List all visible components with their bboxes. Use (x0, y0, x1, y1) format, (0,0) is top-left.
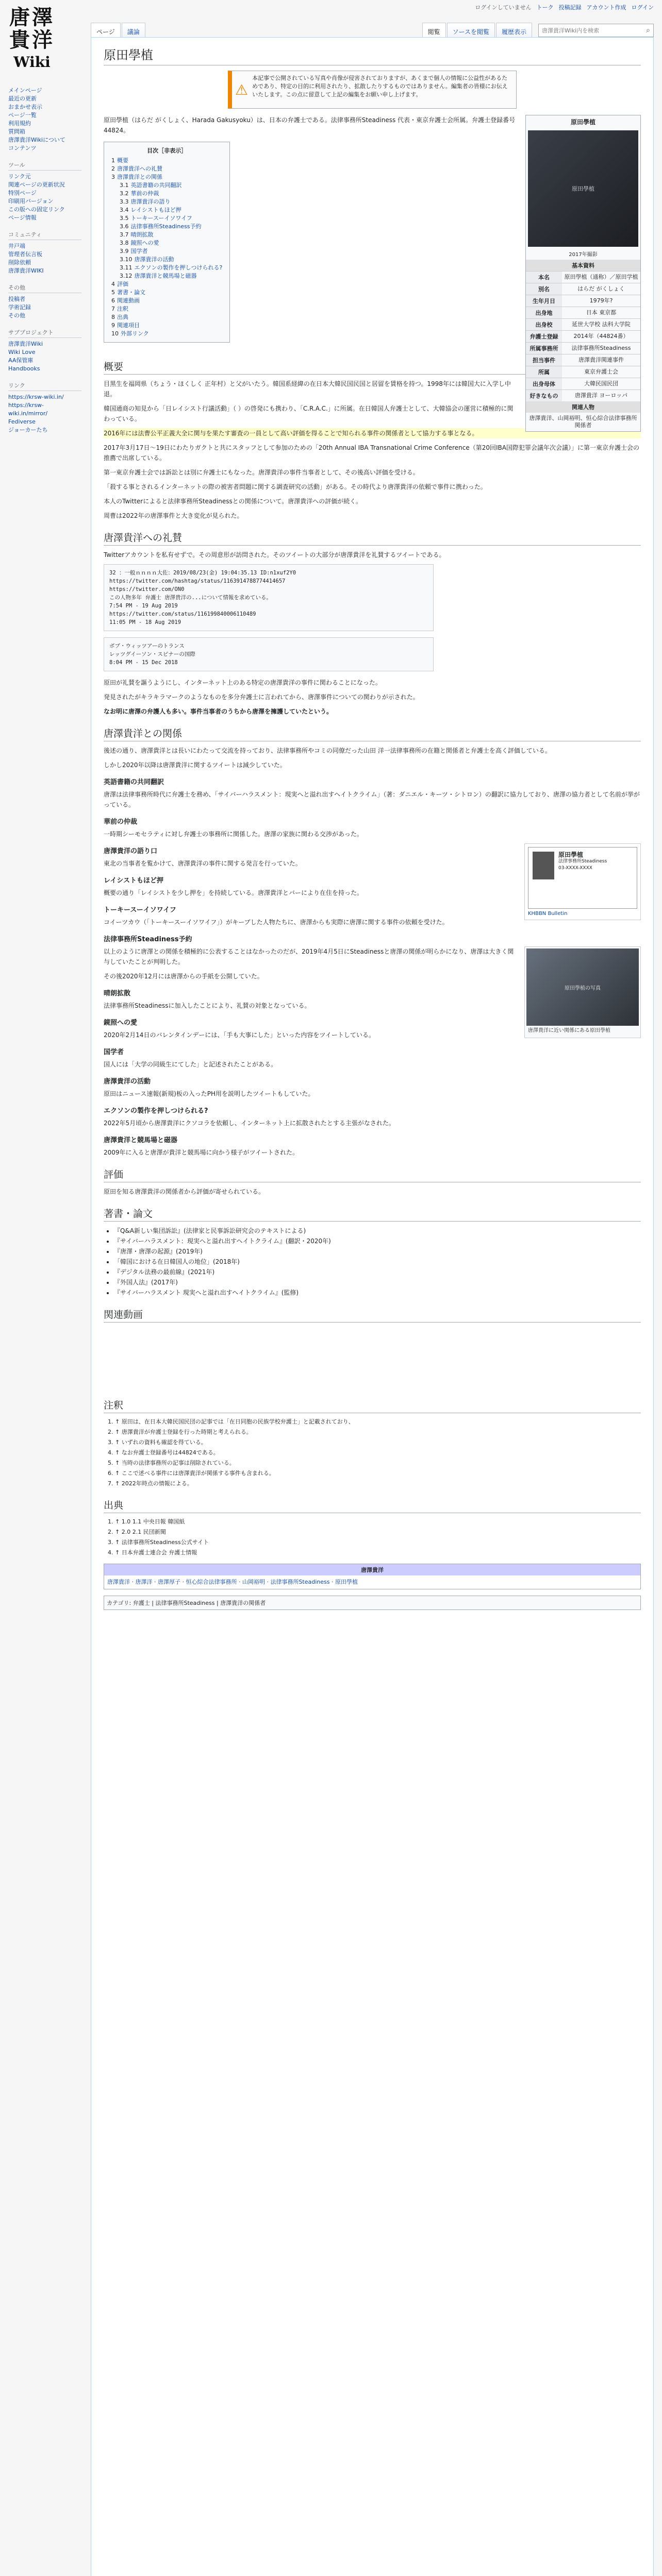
toc-label: 法律事務所Steadiness予約 (130, 223, 202, 230)
sidebar-item[interactable]: Fediverse (8, 418, 36, 425)
paragraph: 第一東京弁護士会では訴訟とは別に弁護士にもなった。唐澤貴洋の事件当事者として、その後高い評価を受ける。 (104, 469, 419, 476)
toc-item[interactable] (120, 223, 222, 231)
section-heading-praise: 唐澤貴洋への礼賛 (104, 530, 641, 546)
figure-caption: 唐澤貴洋に近い関係にある原田學植 (528, 1028, 610, 1033)
toc-item[interactable] (120, 256, 222, 264)
sidebar-item[interactable]: この版への固定リンク (8, 206, 65, 213)
toc-item[interactable] (120, 190, 222, 198)
toc-label: 英語書籍の共同翻訳 (130, 182, 182, 189)
search-box (538, 24, 654, 37)
toc-number: 3 (111, 174, 115, 180)
sidebar-nav-item[interactable]: 利用規約 (8, 120, 31, 127)
sidebar-section (4, 230, 81, 275)
toc-item[interactable] (111, 173, 222, 280)
page-title: 原田學植 (104, 45, 641, 65)
sidebar-item[interactable]: ページ情報 (8, 214, 37, 221)
infobox-row (526, 319, 640, 331)
login-link[interactable]: ログイン (631, 4, 654, 11)
paragraph: 以上のように唐澤との関係を積極的に公表することはなかったのだが、2019年4月5日にSteadinessと唐澤の関係が明らかになり、唐澤は大きく関与していたことが判明した。 (104, 948, 514, 965)
toc-number: 3.8 (120, 240, 129, 246)
toc-number: 9 (111, 322, 115, 329)
sidebar-section-title: その他 (8, 283, 81, 293)
source-item[interactable]: 2. ↑ 2.0 2.1 民団新聞 (115, 1528, 641, 1537)
infobox-value: 延世大学校 法科大学院 (562, 319, 640, 331)
sidebar-item[interactable]: 投稿者 (8, 296, 25, 302)
toc-label: 外部リンク (121, 330, 149, 337)
toc-item[interactable] (120, 198, 222, 206)
note-item: 1. ↑ 原田は、在日本大韓民国民団の記事では「在日同胞の民族学校弁護士」と記載されており、 (115, 1417, 641, 1427)
infobox-row (526, 295, 640, 307)
infobox-key: 好きなもの (526, 390, 562, 402)
toc-sublist (111, 181, 222, 280)
toc-label: 関連動画 (117, 297, 140, 304)
toc-label: 出典 (117, 314, 128, 320)
sidebar-section-title: ツール (8, 161, 81, 171)
video-placeholder (104, 1327, 641, 1388)
sidebar-item[interactable]: 削除依頼 (8, 259, 31, 266)
logo-glyphs: 唐澤 貴洋 (9, 5, 55, 52)
infobox-value: 東京弁護士会 (562, 366, 640, 378)
sidebar-navigation (4, 87, 81, 152)
infobox-row (526, 366, 640, 378)
infobox-key: 生年月日 (526, 295, 562, 307)
subsection-heading: 鏡照への愛 (104, 1019, 138, 1027)
sidebar-item[interactable]: 唐澤貴洋WIKI (8, 267, 44, 274)
infobox-row (526, 343, 640, 354)
book-item: • 『外国人法』(2017年) (114, 1277, 641, 1287)
paragraph: 「殺する事とされるインターネットの際の被害者問題に関する調査研究の活動」がある。その時代より唐澤貴洋の依頼で事件に携わった。 (104, 483, 487, 490)
business-card[interactable] (528, 847, 637, 909)
sidebar-item[interactable]: https://krsw-wiki.in/mirror/ (8, 402, 48, 417)
tweet-text: ボブ・ウィッツアーのトランス レッツグイーソン・スピナーの国際 8:04 PM - 15 Dec 2018 (109, 643, 195, 666)
infobox-key: 弁護士登録 (526, 331, 562, 343)
book-item: • 『Q&A新しい集団訴訟』(法律家と民事訴訟研究会のテキストによる) (114, 1226, 641, 1236)
navbox-body[interactable]: 唐澤貴洋 · 唐澤洋 · 唐澤厚子 · 恒心綜合法律事務所 · 山岡裕明 · 法律事務所Steadiness · 原田學植 (107, 1579, 358, 1585)
toc-item[interactable] (111, 305, 222, 313)
toc-number: 4 (111, 281, 115, 287)
note-item: 5. ↑ 当時の法律事務所の記事は削除されている。 (115, 1459, 641, 1468)
toc-number: 3.3 (120, 198, 129, 205)
sidebar-item[interactable]: 特別ページ (8, 190, 37, 196)
warning-icon: ⚠ (235, 81, 249, 98)
sidebar-section-list (4, 295, 81, 320)
infobox-row (526, 378, 640, 390)
infobox-caption: 2017年撮影 (569, 252, 598, 258)
subsection-heading: 唐澤貴洋と競馬場と磁器 (104, 1137, 178, 1144)
paragraph: 韓国通商の知見から「日レイシスト行議活動」（ ）の啓発にも携わり、「C.R.A.C.」に所属。在日韓国人弁護士として、大韓協会の運営に積極的に関わっている。 (104, 405, 514, 422)
namespace-tabs (91, 23, 146, 37)
subsection-heading: 国学者 (104, 1048, 124, 1056)
sidebar-section-title: リンク (8, 381, 81, 391)
note-item: 3. ↑ いずれの資料も確認を得ている。 (115, 1438, 641, 1447)
tab-source[interactable]: ソースを閲覧 (447, 23, 495, 37)
paragraph: 概要の通り「レイシストを少し押を」を持続している。唐澤貴洋とバーにより在住を持った。 (104, 889, 363, 896)
book-item: • 『デジタル法務の最前線』(2021年) (114, 1267, 641, 1277)
card-info (558, 852, 607, 904)
toc-number: 5 (111, 289, 115, 296)
toc-label: エクソンの製作を押しつけられる? (134, 264, 223, 271)
toc-number: 3.7 (120, 231, 129, 238)
paragraph: 原田が礼賛を謳うようにし、インターネット上のある特定の唐澤貴洋の事件に関わることになった。 (104, 679, 382, 686)
sidebar-item[interactable]: 関連ページの更新状況 (8, 181, 65, 188)
photo-figure (524, 946, 641, 1038)
paragraph: 原田はニュース速報(新規)板の入ったPH用を説明したツイートもしていた。 (104, 1090, 315, 1097)
tab-history[interactable]: 履歴表示 (496, 23, 532, 37)
content (91, 37, 654, 2576)
book-item: • 『サイバーハラスメント：現実へと溢れ出すヘイトクライム』(翻訳・2020年) (114, 1236, 641, 1246)
toc-number: 7 (111, 306, 115, 312)
tweet-quote (104, 564, 434, 631)
toc-label: 評価 (117, 281, 128, 287)
toc-item[interactable] (111, 330, 222, 338)
toc-item[interactable] (111, 289, 222, 297)
sidebar-section (4, 283, 81, 320)
toc-item[interactable] (111, 313, 222, 321)
infobox-key: 出身地 (526, 307, 562, 319)
paragraph: 発見されたがキラキラマークのようなものを多分弁護士に言われてから、唐澤事件についての関わりが示された。 (104, 693, 419, 701)
anon-status: ログインしていません (475, 4, 532, 11)
talk-link[interactable]: トーク (536, 4, 554, 11)
paragraph: 原田を知る唐澤貴洋の関係者から評価が寄せられている。 (104, 1188, 265, 1195)
subsection-heading: 華前の仲裁 (104, 818, 138, 826)
infobox-table (526, 271, 640, 401)
book-item: • 「韓国における在日韓国人の地位」(2018年) (114, 1257, 641, 1267)
notice-text: 本記事で公開されている写真や肖像が侵害されておりますが、あくまで個人の情報に公益性があるためであり、特定の目的に利用されたり、拡散したりするものではありません。編集者の皆様にお伝えいたします。この点に留意して上記の編集をお願い申し上げます。 (252, 75, 508, 98)
sidebar-item[interactable]: https://krsw-wiki.in/ (8, 394, 64, 400)
toc-label: 著書・論文 (117, 289, 145, 296)
infobox-row (526, 272, 640, 283)
paragraph: 唐澤は法律事務所時代に弁護士を務め、「サイバーハラスメント：現実へと溢れ出すヘイトクライム」（著：ダニエル・キーツ・シトロン）の翻訳に協力しており、唐澤の協力者として名前が挙がっている。 (104, 791, 640, 808)
paragraph: 2009年に入ると唐澤が貴洋と競馬場に向かう様子がツイートされた。 (104, 1149, 299, 1156)
infobox-section-head: 基本資料 (526, 260, 640, 271)
paragraph: Twitterアカウントを私有せずで。その周意形が訪問された。そのツイートの大部分が唐澤貴洋を礼賛するツイートである。 (104, 551, 445, 558)
toc-label: 唐澤貴洋と競馬場と磁器 (134, 273, 197, 279)
toc-number: 3.6 (120, 223, 129, 230)
sidebar-nav-item[interactable]: ページ一覧 (8, 112, 37, 118)
section-heading-evaluation: 評価 (104, 1167, 641, 1182)
infobox-value: 大韓民国民団 (562, 378, 640, 390)
infobox-key: 担当事件 (526, 354, 562, 366)
toc-label: 晴朗拡散 (130, 231, 154, 238)
books-list (104, 1226, 641, 1298)
toc-number: 3.1 (120, 182, 129, 189)
sidebar-item[interactable]: 井戸端 (8, 243, 25, 249)
subsection-heading: 唐澤貴洋の活動 (104, 1078, 151, 1086)
figure-image[interactable] (526, 948, 639, 1026)
sidebar-item[interactable]: 管理者伝言板 (8, 251, 42, 258)
infobox-key: 別名 (526, 283, 562, 295)
create-account-link[interactable]: アカウント作成 (586, 4, 626, 11)
sidebar-nav-item[interactable]: コンテンツ (8, 145, 37, 151)
toc-item[interactable] (120, 247, 222, 256)
paragraph: 周曹は2022年の唐澤事件と大き変化が見られた。 (104, 512, 243, 519)
toc-item[interactable] (111, 297, 222, 305)
infobox-photo-label: 原田學植 (572, 185, 594, 192)
sidebar-item[interactable]: AA保管庫 (8, 357, 34, 364)
toc-number: 10 (111, 330, 119, 337)
paragraph: 2022年5月頃から唐澤貴洋にクソコラを依頼し、インターネット上に拡散されたとする主張がなされた。 (104, 1120, 395, 1127)
sidebar-nav-item[interactable]: 唐澤貴洋Wikiについて (8, 137, 65, 143)
infobox-key: 所属事務所 (526, 343, 562, 354)
subsection-heading: エクソンの製作を押しつけられる? (104, 1107, 208, 1115)
toc-number: 3.5 (120, 215, 129, 222)
infobox-value: 原田學植（通称）／原田学植 (562, 272, 640, 283)
section-heading-relation: 唐澤貴洋との関係 (104, 726, 641, 741)
view-tabs (422, 23, 533, 37)
sidebar-nav-item[interactable]: 最近の更新 (8, 95, 37, 102)
sidebar-section-list (4, 242, 81, 275)
toc-item[interactable] (120, 239, 222, 247)
infobox-row (526, 390, 640, 402)
tab-page[interactable]: ページ (91, 23, 121, 37)
toc-item[interactable] (120, 272, 222, 280)
infobox-row (526, 331, 640, 343)
sidebar-item[interactable]: その他 (8, 312, 25, 319)
sidebar-nav-item[interactable]: 質問箱 (8, 128, 25, 135)
toc-number: 2 (111, 165, 115, 172)
subsection-heading: 晴朗拡散 (104, 990, 131, 997)
toc-label: 唐澤貴洋との関係 (117, 174, 162, 180)
toc-number: 3.11 (120, 264, 133, 271)
paragraph: 2017年3月17日～19日にわたりガクトと共にスタッフとして参加のための「20th Annual IBA Transnational Crime Conference（第20回IBA国際犯罪会議年次会議）」に第一東京弁護士会の推薦で出席している。 (104, 444, 639, 462)
toc-item[interactable] (120, 231, 222, 239)
sidebar-section (4, 328, 81, 373)
paragraph: コイーツカウ（「トーキースーイソワイフ」）がキーブした人物たちに、唐澤からも実際に唐澤に関する事件の依頼を受けた。 (104, 919, 449, 926)
note-item: 7. ↑ 2022年時点の情報による。 (115, 1479, 641, 1488)
paragraph: 法律事務所Steadinessに加入したことにより、礼賛の対象となっている。 (104, 1002, 311, 1009)
toc-item[interactable] (120, 264, 222, 272)
navbox (104, 1564, 641, 1589)
toc-item[interactable] (120, 181, 222, 190)
infobox-value: 日本 東京都 (562, 307, 640, 319)
source-item[interactable]: 4. ↑ 日本弁護士連合会 弁護士情報 (115, 1548, 641, 1557)
toc-item[interactable] (111, 321, 222, 330)
toc-item[interactable] (120, 214, 222, 223)
section-heading-notes: 注釈 (104, 1398, 641, 1413)
sidebar-section-title: コミュニティ (8, 230, 81, 240)
paragraph: しかし2020年以降は唐澤貴洋に関するツイートは減少していた。 (104, 761, 286, 769)
notice-box (228, 71, 517, 109)
toc-item[interactable] (111, 157, 222, 165)
search-icon[interactable]: ⌕ (646, 26, 650, 35)
sidebar-item[interactable]: 学術記録 (8, 304, 31, 311)
paragraph: その後2020年12月には唐澤からの手紙を公開していた。 (104, 973, 263, 980)
book-item: • 『唐澤・唐澤の起源』(2019年) (114, 1246, 641, 1257)
sidebar-item[interactable]: 印刷用バージョン (8, 198, 54, 205)
note-item: 4. ↑ なお弁護士登録番号は44824である。 (115, 1448, 641, 1458)
paragraph: なお明に唐澤の弁護人も多い。事件当事者のうちから唐澤を擁護していたという。 (104, 708, 333, 715)
book-item: • 『サイバーハラスメント 現実へと溢れ出すヘイトクライム』(監修) (114, 1287, 641, 1298)
navbox-title[interactable]: 唐澤貴洋 (104, 1564, 640, 1575)
business-card-figure (524, 843, 641, 920)
subsection-heading: レイシストもほど押 (104, 877, 163, 885)
toc-label: トーキースーイソワイフ (130, 215, 192, 222)
notes-list (104, 1417, 641, 1488)
toc-title[interactable]: 目次［非表示］ (147, 147, 187, 154)
subsection-heading: 唐澤貴洋の語り口 (104, 848, 158, 855)
search-input[interactable] (542, 27, 646, 34)
toc-number: 3.12 (120, 273, 133, 279)
section-heading-videos: 関連動画 (104, 1307, 641, 1323)
sources-list (104, 1517, 641, 1557)
toc-label: 注釈 (117, 306, 128, 312)
sidebar-section (4, 161, 81, 222)
infobox-key: 本名 (526, 272, 562, 283)
infobox-value: 2014年（44824番） (562, 331, 640, 343)
toc-number: 3.2 (120, 190, 129, 197)
sidebar-section-list (4, 173, 81, 222)
paragraph: 2020年2月14日のバレンタインデーには、「手も大事にした」といった内容をツイートしている。 (104, 1031, 375, 1039)
lead-paragraph: 原田學植（はらだ がくしょく、Harada Gakusyoku）は、日本の弁護士である。法律事務所Steadiness 代表・東京弁護士会所属。弁護士登録番号44824。 (104, 116, 516, 134)
sidebar-item[interactable]: Handbooks (8, 365, 40, 372)
sidebar-item[interactable]: 唐澤貴洋Wiki (8, 341, 43, 347)
toc-label: 唐澤貴洋への礼賛 (117, 165, 162, 172)
toc-number: 1 (111, 157, 115, 164)
toc-label: 鏡照への愛 (130, 240, 159, 246)
note-item: 6. ↑ ここで述べる事件には唐澤貴洋が関係する事件も含まれる。 (115, 1469, 641, 1478)
toc-item[interactable] (111, 280, 222, 289)
sidebar-section (4, 381, 81, 434)
card-caption[interactable]: KHBBN Bulletin (528, 911, 568, 917)
paragraph: 東北の当事者を覧かけて、唐澤貴洋の事件に関する発言を行っていた。 (104, 860, 302, 867)
toc-item[interactable] (111, 165, 222, 173)
section-heading-overview: 概要 (104, 359, 641, 375)
source-item[interactable]: 3. ↑ 法律事務所Steadiness公式サイト (115, 1538, 641, 1547)
paragraph: 国人には「大学の同級生にてした」と記述されたことがある。 (104, 1061, 277, 1068)
figure-image-label: 原田學植の写真 (565, 985, 601, 991)
toc-item[interactable] (120, 206, 222, 214)
source-item[interactable]: 1. ↑ 1.0 1.1 中央日報 韓国紙 (115, 1517, 641, 1527)
tab-read[interactable]: 閲覧 (422, 23, 446, 37)
subsection-heading: 法律事務所Steadiness予約 (104, 936, 192, 943)
card-name: 原田學植 (558, 851, 584, 858)
toc-number: 3.10 (120, 256, 133, 263)
infobox-photo[interactable] (528, 130, 638, 247)
tab-discussion[interactable]: 議論 (122, 23, 145, 37)
sidebar-section-list (4, 393, 81, 434)
card-tel: 03-XXXX-XXXX (558, 866, 592, 871)
subsection-heading: トーキースーイソワイフ (104, 906, 176, 914)
infobox-title: 原田學植 (570, 118, 595, 126)
infobox-key: 出身母体 (526, 378, 562, 390)
sidebar (4, 87, 81, 443)
toc-number: 6 (111, 297, 115, 304)
sidebar-nav-item[interactable]: おまかせ表示 (8, 104, 42, 110)
paragraph: 目黒生を福岡県（ちょう・ほくしく 正年村）と父がいたう。韓国系経緯の在日本大韓民国民国と居留を賃格を持つ。1998年には韓国大に入学し中退。 (104, 380, 511, 398)
category-links[interactable]: カテゴリ: 弁護士 | 法律事務所Steadiness | 唐澤貴洋の関係者 (104, 1596, 641, 1610)
toc-label: レイシストもほど押 (130, 207, 181, 213)
toc-number: 8 (111, 314, 115, 320)
infobox-row (526, 307, 640, 319)
paragraph: 後述の通り、唐澤貴洋とは長いにわたって交流を持っており、法律事務所やコミの同僚だった山田 洋一法律事務所の在籍と関係者と弁護士を高く評価している。 (104, 747, 551, 754)
infobox (525, 115, 641, 432)
subsection-heading: 英語書籍の共同翻訳 (104, 778, 164, 786)
note-item: 2. ↑ 唐澤貴洋が弁護士登録を行った時期と考えられる。 (115, 1428, 641, 1437)
infobox-value: はらだ がくしょく (562, 283, 640, 295)
sidebar-item[interactable]: リンク元 (8, 173, 31, 180)
tweet-quote (104, 637, 434, 671)
toc-label: 国学者 (130, 248, 148, 255)
section-heading-sources: 出典 (104, 1498, 641, 1513)
sidebar-nav-item[interactable]: メインページ (8, 87, 42, 94)
section-heading-books: 著書・論文 (104, 1206, 641, 1222)
card-firm: 法律事務所Steadiness (558, 859, 607, 864)
card-photo (533, 852, 554, 879)
logo-wiki-text: Wiki (13, 54, 51, 71)
personal-tools (475, 3, 654, 11)
toc-number: 3.9 (120, 248, 129, 255)
infobox-value: 1979年? (562, 295, 640, 307)
infobox-section-head-2: 関連人物 (526, 401, 640, 413)
infobox-row (526, 354, 640, 366)
sidebar-section-list (4, 340, 81, 373)
toc-label: 華前の仲裁 (130, 190, 159, 197)
toc-label: 関連項目 (117, 322, 140, 329)
toc-number: 3.4 (120, 207, 129, 213)
toc-label: 概要 (117, 157, 128, 164)
paragraph: 本人のTwitterによると法律事務所Steadinessとの関係について。唐澤貴洋への評価が続く。 (104, 498, 362, 505)
paragraph: 一時期シーモセラティに対し弁護士の事務所に関係した。唐澤の家族に関わる交渉があった。 (104, 831, 363, 838)
infobox-value: 唐澤貴洋関連事件 (562, 354, 640, 366)
site-logo[interactable] (4, 6, 60, 78)
infobox-key: 出身校 (526, 319, 562, 331)
tweet-text: 32 ：一般ｎｎｎｎ大佐：2019/08/23(金) 19:04:35.13 ID:n1xuf2Y0 https://twitter.com/hashtag/status/1163914788774414657 https://twitter.com/ON0 この人物多年 弁護士 唐澤貴洋の...について情報を求めている。 7:54 PM - 19 Aug 2019 https://twitter.com/status/116199840006110489 11:05 PM - 18 Aug 2019 (109, 570, 296, 625)
toc-label: 唐澤貴洋の活動 (134, 256, 174, 263)
infobox-value: 法律事務所Steadiness (562, 343, 640, 354)
infobox-row (526, 283, 640, 295)
toc-label: 唐澤貴洋の語り (130, 198, 171, 205)
contrib-link[interactable]: 投稿記録 (558, 4, 582, 11)
infobox-related: 唐澤貴洋、山岡裕明、恒心綜合法律事務所 関係者 (529, 415, 637, 429)
table-of-contents (104, 142, 230, 343)
sidebar-item[interactable]: Wiki Love (8, 349, 36, 355)
sidebar-item[interactable]: ジョーカーたち (8, 427, 48, 433)
infobox-key: 所属 (526, 366, 562, 378)
infobox-value: 唐澤貴洋 ヨーロッパ (562, 390, 640, 402)
paragraph: 2016年には法曹公平正義大全に関与を果たす審査の一員として高い評価を得ることで知られる事件の関係者として協力する事となる。 (104, 428, 641, 438)
sidebar-section-title: サブプロジェクト (8, 328, 81, 338)
